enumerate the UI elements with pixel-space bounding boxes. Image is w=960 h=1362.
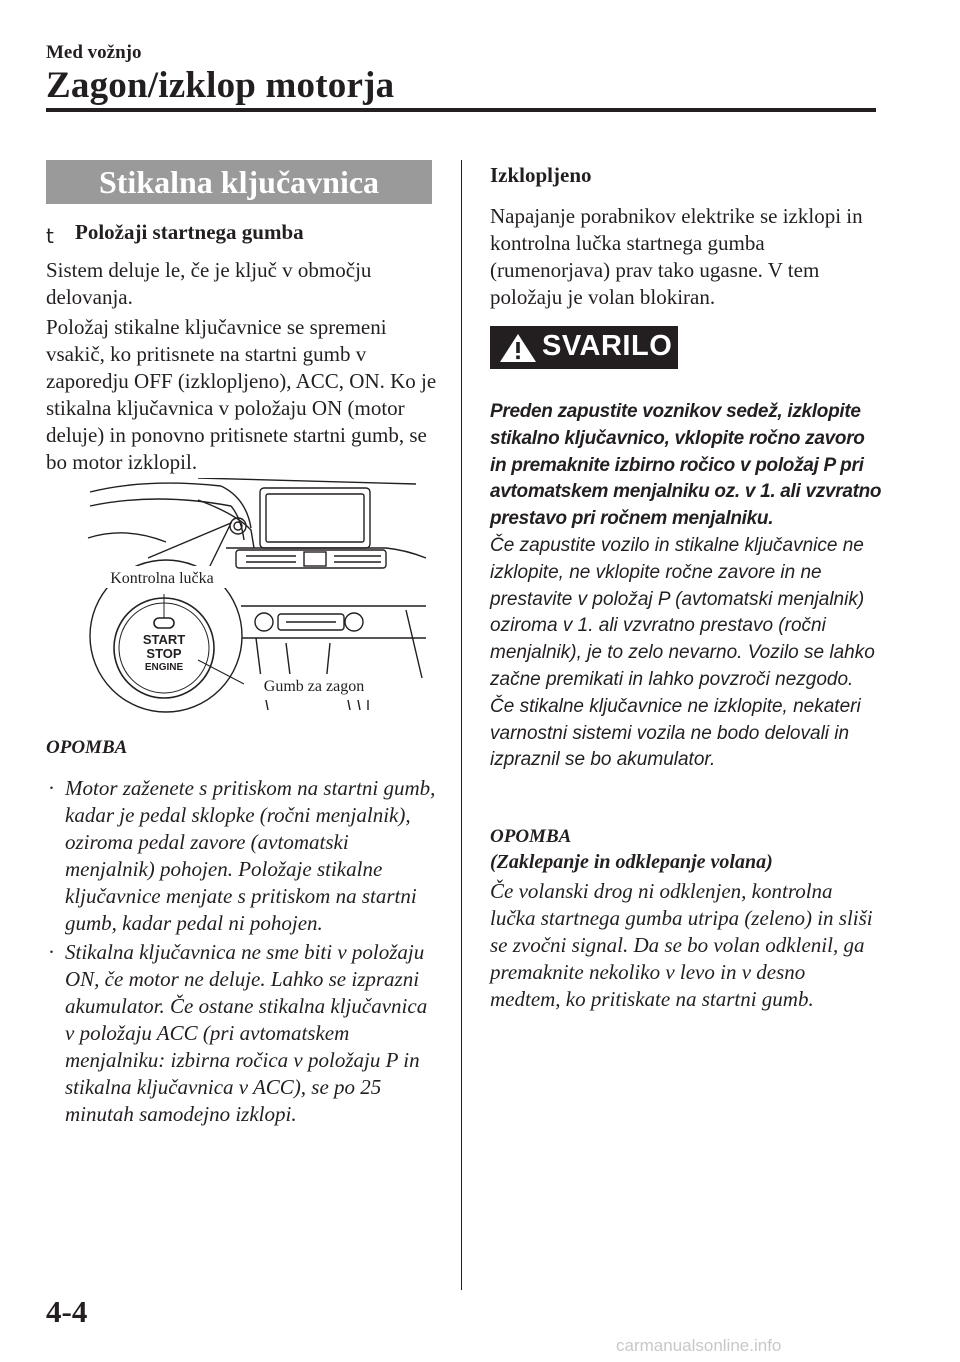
figure-label-button: Gumb za zagon bbox=[263, 678, 365, 695]
note-list-left bbox=[46, 775, 441, 1130]
figure-button-start: START bbox=[142, 632, 186, 647]
note-text-right: Če volanski drog ni odklenjen, kontrolna lučka startnega gumba utripa (zeleno) in sliši se zvočni signal. Da se bo volan odklenil, ga premaknite nekoliko v levo in v desno medtem, ko pritiskate na startni gumb. bbox=[490, 879, 873, 1011]
section-banner: Stikalna ključavnica bbox=[46, 160, 432, 204]
warning-badge bbox=[490, 326, 678, 369]
note-item bbox=[46, 775, 441, 937]
note-heading-right: OPOMBA bbox=[490, 826, 572, 847]
figure-button-stop: STOP bbox=[146, 646, 182, 661]
paragraph-range: Sistem deluje le, če je ključ v območju delovanja. bbox=[46, 258, 372, 309]
page-title: Zagon/izklop motorja bbox=[46, 65, 395, 106]
paragraph-off: Napajanje porabnikov elektrike se izklopi in kontrolna lučka startnega gumba (rumenorjava) prav tako ugasne. V tem položaju je volan blokiran. bbox=[490, 204, 863, 309]
warning-triangle-icon bbox=[498, 332, 538, 364]
warning-bold-text: Preden zapustite voznikov sedež, izklopite stikalno ključavnico, vklopite ročno zavoro in premaknite izbirno ročico v položaj P pri avtomatskem menjalniku oz. v 1. ali vzvratno prestavo pri ročnem menjalniku. bbox=[490, 401, 882, 530]
note-item-text: Stikalna ključavnica ne sme biti v položaju ON, če motor ne deluje. Lahko se izprazni akumulator. Če ostane stikalna ključavnica v položaju ACC (pri avtomatskem menjalniku: izbirna ročica v položaju P in stikalna ključavnica v ACC), se po 25 minutah samodejno izklopi. bbox=[65, 940, 428, 1126]
note-title-right: (Zaklepanje in odklepanje volana) bbox=[490, 851, 773, 873]
warning-text-2: Če stikalne ključavnice ne izklopite, nekateri varnostni sistemi vozila ne bodo delovali in izpraznil se bo akumulator. bbox=[490, 695, 861, 771]
page-number: 4-4 bbox=[46, 1294, 88, 1329]
start-button-figure bbox=[86, 478, 431, 718]
bullet-dot: · bbox=[48, 776, 55, 800]
column-divider bbox=[461, 160, 462, 1290]
section-bullet: t bbox=[46, 224, 54, 248]
warning-label: SVARILO bbox=[542, 330, 673, 362]
warning-text-1: Če zapustite vozilo in stikalne ključavnice ne izklopite, ne vklopite ročne zavore in ne prestavite v položaj P (avtomatski menjalnik) oziroma v 1. ali vzvratno prestavo (ročni menjalnik), je to zelo nevarno. Vozilo se lahko začne premikati in lahko povzroči nezgodo. bbox=[490, 534, 875, 690]
chapter-label: Med vožnjo bbox=[46, 42, 142, 63]
watermark: carmanualsonline.info bbox=[616, 1336, 782, 1355]
warning-body bbox=[490, 399, 885, 774]
subheading-off: Izklopljeno bbox=[490, 163, 592, 187]
figure-button-engine: ENGINE bbox=[144, 662, 184, 673]
note-item bbox=[46, 939, 441, 1128]
figure-label-lamp: Kontrolna lučka bbox=[110, 570, 214, 587]
note-item-text: Motor zaženete s pritiskom na startni gumb, kadar je pedal sklopke (ročni menjalnik), oziroma pedal zavore (avtomatski menjalnik) pohojen. Položaje stikalne ključavnice menjate s pritiskom na startni gumb, kadar pedal ni pohojen. bbox=[65, 776, 436, 935]
header-rule bbox=[46, 108, 876, 112]
subheading: Položaji startnega gumba bbox=[75, 220, 304, 244]
paragraph-positions: Položaj stikalne ključavnice se spremeni vsakič, ko pritisnete na startni gumb v zaporedju OFF (izklopljeno), ACC, ON. Ko je stikalna ključavnica v položaju ON (motor deluje) in ponovno pritisnete startni gumb, se bo motor izklopil. bbox=[46, 315, 437, 474]
note-heading-left: OPOMBA bbox=[46, 737, 128, 758]
bullet-dot: · bbox=[48, 940, 55, 964]
